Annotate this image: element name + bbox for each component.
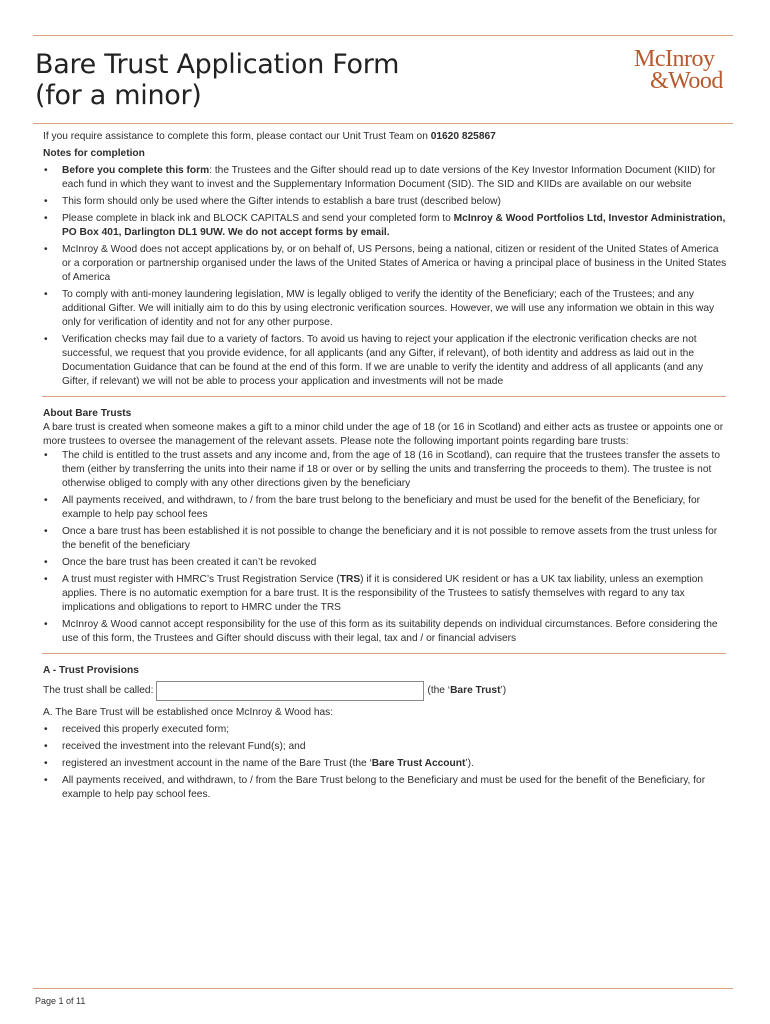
section-a-lead: A. The Bare Trust will be established once McInroy & Wood has: — [43, 707, 334, 718]
mcinroy-wood-logo — [634, 48, 723, 92]
list-item — [43, 333, 729, 389]
note-text: To comply with anti-money laundering legislation, MW is legally obliged to verify the identity of the Beneficiary; each of the Trustees; and any additional Gifter. We will initially aim to do this by using electronic verification sources. However, we will use any information we obtain in this way only for verification of identity and not for any other purpose. — [62, 289, 715, 328]
list-item — [43, 757, 729, 771]
trust-name-input[interactable] — [156, 681, 424, 701]
list-item — [43, 243, 729, 285]
assist-text: If you require assistance to complete this form, please contact our Unit Trust Team on — [43, 131, 431, 142]
trust-name-label: The trust shall be called: — [43, 685, 154, 696]
form-content — [43, 130, 729, 805]
about-text: The child is entitled to the trust assets and any income and, from the age of 18 (16 in Scotland), can require that the trustees transfer the assets to them (either by transferring the units into their name if 18 or over or by selling the units and transferring the proceeds to them). The trustee is not otherwise obliged to comply with any other directions given by the beneficiary — [62, 450, 721, 489]
notes-list — [43, 164, 729, 389]
list-item — [43, 618, 729, 646]
list-item — [43, 723, 729, 737]
section-divider — [42, 653, 726, 654]
title-line-2: (for a minor) — [35, 80, 202, 111]
page-number: Page 1 of 11 — [35, 996, 86, 1006]
page-title — [35, 49, 399, 111]
list-item — [43, 288, 729, 330]
about-text: Once the bare trust has been created it can’t be revoked — [62, 557, 317, 568]
suffix-close: ’) — [500, 685, 507, 696]
about-text: A trust must register with HMRC’s Trust Registration Service ( — [62, 574, 340, 585]
note-text: : the Trustees and the Gifter should read up to date versions of the Key Investor Information Document (KIID) for each fund in which they want to invest and the Supplementary Information Document (SID). The SID and KIIDs are available on our website — [62, 165, 716, 190]
suffix-bold: Bare Trust — [450, 685, 501, 696]
list-item — [43, 164, 729, 192]
about-heading: About Bare Trusts — [43, 408, 132, 419]
note-text: This form should only be used where the Gifter intends to establish a bare trust (described below) — [62, 196, 501, 207]
account-term: Bare Trust Account — [371, 758, 466, 769]
about-intro: A bare trust is created when someone makes a gift to a minor child under the age of 18 (or 16 in Scotland) and either acts as trustee or appoints one or more trustees to oversee the management of the relevant assets. Please note the following important points regarding bare trusts: — [43, 422, 724, 447]
list-item — [43, 494, 729, 522]
list-item — [43, 195, 729, 209]
list-item — [43, 573, 729, 615]
provision-text: All payments received, and withdrawn, to / from the Bare Trust belong to the Beneficiary and must be used for the benefit of the Beneficiary, for example to help pay school fees. — [62, 775, 706, 800]
list-item — [43, 525, 729, 553]
about-text: All payments received, and withdrawn, to / from the bare trust belong to the beneficiary and must be used for the benefit of the Beneficiary, for example to help pay school fees — [62, 495, 701, 520]
list-item — [43, 212, 729, 240]
provision-text: ’). — [465, 758, 474, 769]
notes-heading: Notes for completion — [43, 148, 145, 159]
postal-address: McInroy & Wood Portfolios Ltd, Investor Administration, PO Box 401, Darlington DL1 9UW. We do not accept forms by email. — [62, 213, 726, 238]
section-a-heading: A - Trust Provisions — [43, 665, 139, 676]
suffix-open: (the ‘ — [427, 685, 451, 696]
trust-name-suffix — [427, 684, 506, 698]
provision-text: received this properly executed form; — [62, 724, 230, 735]
note-bold: Before you complete this form — [62, 165, 210, 176]
list-item — [43, 449, 729, 491]
provision-text: registered an investment account in the name of the Bare Trust (the ‘ — [62, 758, 372, 769]
assist-line — [43, 130, 729, 144]
about-text: McInroy & Wood cannot accept responsibility for the use of this form as its suitability depends on individual circumstances. Before considering the use of this form, the Trustees and Gifter should discuss with their legal, tax and / or financial advisers — [62, 619, 718, 644]
about-text: Once a bare trust has been established it is not possible to change the beneficiary and it is not possible to remove assets from the trust unless for the benefit of the beneficiary — [62, 526, 718, 551]
provision-text: received the investment into the relevant Fund(s); and — [62, 741, 306, 752]
note-text: McInroy & Wood does not accept applications by, or on behalf of, US Persons, being a national, citizen or resident of the United States of America or a corporation or partnership organised under the laws of the United States of America or having a principal place of business in the United States of America — [62, 244, 727, 283]
footer-rule — [33, 988, 733, 989]
trust-name-row — [43, 680, 729, 702]
list-item — [43, 774, 729, 802]
section-a-list — [43, 723, 729, 802]
section-divider — [42, 396, 726, 397]
about-list — [43, 449, 729, 646]
note-text: Please complete in black ink and BLOCK CAPITALS and send your completed form to — [62, 213, 454, 224]
trs-abbrev: TRS — [339, 574, 361, 585]
about-text: ) if it is considered UK resident or has a UK tax liability, unless an exemption applies. There is no automatic exemption for a bare trust. It is the responsibility of the Trustees to satisfy themselves with regard to any tax implications and obligations to report to HMRC under the TRS — [62, 574, 704, 613]
logo-line-2: &Wood — [650, 68, 723, 94]
team-phone: 01620 825867 — [430, 131, 496, 142]
top-rule — [33, 35, 733, 36]
header-rule — [33, 123, 733, 124]
list-item — [43, 740, 729, 754]
note-text: Verification checks may fail due to a variety of factors. To avoid us having to reject your application if the electronic verification checks are not successful, we request that you provide evidence, for all applicants (and any Gifter, if relevant), of both identity and address as laid out in the Documentation Guidance that can be found at the end of this form. If we are unable to verify the identity and address of all applicants (and any Gifter, if relevant) we will not be able to process your application and investments will not be made — [62, 334, 704, 387]
title-line-1: Bare Trust Application Form — [35, 49, 400, 80]
logo-line-1: McInroy — [634, 46, 715, 72]
list-item — [43, 556, 729, 570]
